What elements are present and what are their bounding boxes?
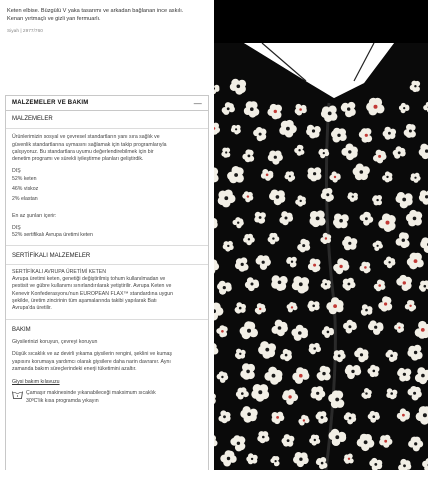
care-heading: BAKIM — [12, 326, 31, 333]
certified-heading: SERTİFİKALI MALZEMELER — [12, 252, 91, 259]
certified-line: Kenevir Konfederasyonu'nun EUROPEAN FLAX™ standardına uygun — [12, 290, 174, 297]
composition-item: 46% viskoz — [12, 186, 39, 193]
care-line: yapısını korumaya yardımcı olarak giysilere daha narin davranır. Aynı — [12, 358, 171, 365]
product-image[interactable] — [214, 43, 428, 470]
materials-line: Ürünlerimizin sosyal ve çevresel standartların yanı sıra sağlık ve — [12, 134, 160, 141]
divider — [6, 128, 208, 129]
divider — [6, 264, 208, 265]
materials-line: denetim programı ve sürekli iyileştirme planları geliştirdik. — [12, 156, 144, 163]
product-description — [0, 0, 214, 36]
flower — [333, 214, 349, 229]
accordion-title: MALZEMELER VE BAKIM — [12, 100, 89, 106]
product-details-panel — [0, 0, 214, 470]
dress-body — [214, 43, 428, 470]
wash-30-icon — [12, 390, 26, 402]
flower — [240, 363, 255, 380]
flower — [344, 454, 354, 464]
bottom-bar — [0, 470, 428, 490]
care-item-line: Çamaşır makinesinde yıkanabileceği maksimum sıcaklık — [26, 390, 156, 397]
certified-line: pestisit ve gübre kullanımı sınırlandırılarak yetiştirilir. Avrupa Keten ve — [12, 283, 172, 290]
materials-care-accordion[interactable] — [5, 95, 209, 111]
certified-subheading: SERTİFİKALI AVRUPA ÜRETİMİ KETEN — [12, 268, 106, 275]
certified-composition: 52% sertifikalı Avrupa üretimi keten — [12, 232, 93, 239]
flower — [221, 148, 230, 158]
materials-paragraph — [12, 134, 202, 163]
care-subheading: Giysilerinizi koruyun, çevreyi koruyun — [12, 338, 98, 345]
outer-label: DIŞ — [12, 168, 21, 175]
care-paragraph — [12, 351, 202, 373]
description-line-2: Kenarı yırtmaçlı ve gizli yan fermuarlı. — [7, 16, 101, 22]
materials-line: güvenlik standartlarına uymasını sağlamak için takip programlarıyla — [12, 141, 167, 148]
care-line: Düşük sıcaklık ve az devirli yıkama giysilerin rengini, şeklini ve kumaş — [12, 351, 173, 358]
flower — [307, 301, 319, 312]
certified-line: Avrupa'da üretilir. — [12, 305, 52, 312]
care-line: zamanda bakım süreçlerindeki enerji tüketimini azaltır. — [12, 365, 137, 372]
flower — [235, 349, 246, 360]
materials-line: çalışıyoruz. Bu standartlara uyumu değerlendirebilmek için bir — [12, 148, 154, 155]
min-contains-label: En az şunları içerir: — [12, 212, 57, 219]
composition-item: 2% elastan — [12, 196, 38, 203]
flower — [386, 388, 397, 399]
divider — [6, 319, 208, 320]
composition-item: 52% keten — [12, 175, 37, 182]
certified-line: şekilde, üretim zincirinin tüm aşamalarında takibi yapılarak Batı — [12, 298, 157, 305]
care-item-line: 30ºC'lik kısa programda yıkayın — [26, 397, 99, 404]
divider — [6, 245, 208, 246]
floral-dress-photo — [214, 43, 428, 470]
outer-label: DIŞ — [12, 224, 21, 231]
care-guide-link[interactable]: Giysi bakım kılavuzu — [12, 379, 60, 386]
flower — [254, 212, 266, 224]
description-line-1: Keten elbise. Büzgülü V yaka tasarımı ve arkadan bağlanan ince askılı. — [7, 8, 184, 14]
certified-line: Avrupa üretimi keten, genetiği değiştirilmiş tohum kullanılmadan ve — [12, 276, 166, 283]
materials-heading: MALZEMELER — [12, 116, 53, 122]
flower — [310, 210, 326, 227]
care-item — [12, 390, 202, 405]
color-reference: Siyah | 2977/760 — [7, 29, 43, 34]
certified-paragraph — [12, 276, 202, 312]
collapse-icon[interactable]: — — [193, 98, 202, 108]
materials-care-content — [5, 110, 209, 470]
